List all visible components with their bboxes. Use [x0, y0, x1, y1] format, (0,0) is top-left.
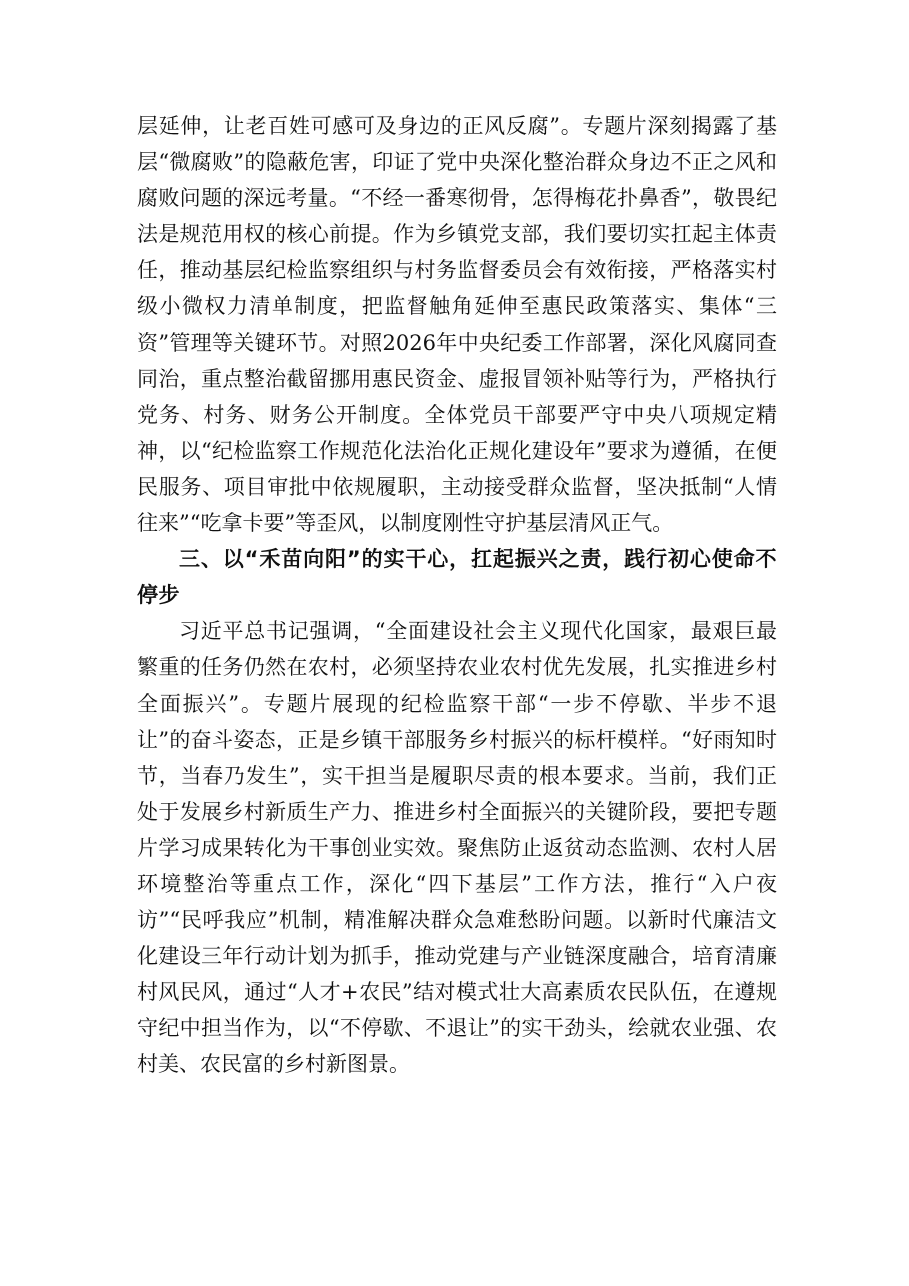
- section-heading-3: 三、以“禾苗向阳”的实干心，扛起振兴之责，践行初心使命不停步: [137, 547, 777, 608]
- document-page: [137, 108, 777, 1083]
- body-paragraph-section-3: 习近平总书记强调，“全面建设社会主义现代化国家，最艰巨最繁重的任务仍然在农村，必须坚持农业农村优先发展，扎实推进乡村全面振兴”。专题片展现的纪检监察干部“一步不停歇、半步不退让”的奋斗姿态，正是乡镇干部服务乡村振兴的标杆模样。“好雨知时节，当春乃发生”，实干担当是履职尽责的根本要求。当前，我们正处于发展乡村新质生产力、推进乡村全面振兴的关键阶段，要把专题片学习成果转化为干事创业实效。聚焦防止返贫动态监测、农村人居环境整治等重点工作，深化“四下基层”工作方法，推行“入户夜访”“民呼我应”机制，精准解决群众急难愁盼问题。以新时代廉洁文化建设三年行动计划为抓手，推动党建与产业链深度融合，培育清廉村风民风，通过“人才+农民”结对模式壮大高素质农民队伍，在遵规守纪中担当作为，以“不停歇、不退让”的实干劲头，绘就农业强、农村美、农民富的乡村新图景。: [137, 619, 777, 1077]
- body-paragraph-continued: 层延伸，让老百姓可感可及身边的正风反腐”。专题片深刻揭露了基层“微腐败”的隐蔽危害，印证了党中央深化整治群众身边不正之风和腐败问题的深远考量。“不经一番寒彻骨，怎得梅花扑鼻香”，敬畏纪法是规范用权的核心前提。作为乡镇党支部，我们要切实扛起主体责任，推动基层纪检监察组织与村务监督委员会有效衔接，严格落实村级小微权力清单制度，把监督触角延伸至惠民政策落实、集体“三资”管理等关键环节。对照2026年中央纪委工作部署，深化风腐同查同治，重点整治截留挪用惠民资金、虚报冒领补贴等行为，严格执行党务、村务、财务公开制度。全体党员干部要严守中央八项规定精神，以“纪检监察工作规范化法治化正规化建设年”要求为遵循，在便民服务、项目审批中依规履职，主动接受群众监督，坚决抵制“人情往来”“吃拿卡要”等歪风，以制度刚性守护基层清风正气。: [137, 114, 777, 536]
